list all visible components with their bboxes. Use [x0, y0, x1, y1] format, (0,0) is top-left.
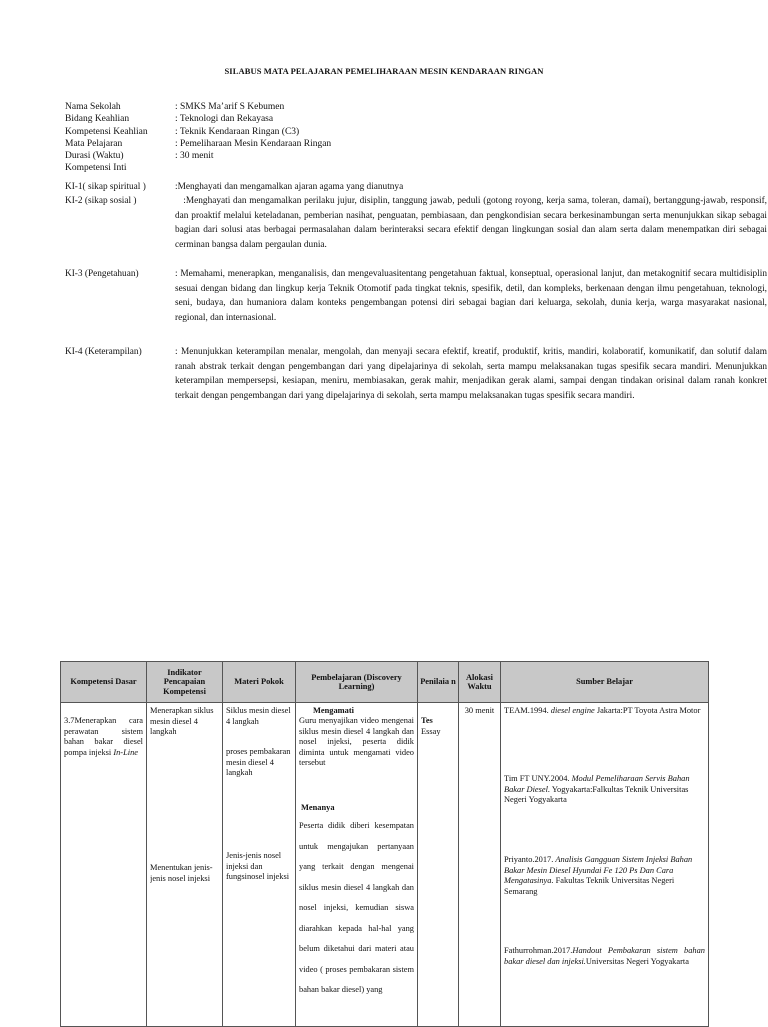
materi-item: proses pembakaran mesin diesel 4 langkah	[226, 747, 291, 778]
mengamati-heading: Mengamati	[313, 706, 354, 715]
cell-penilaian	[418, 703, 459, 1027]
cell-materi-pokok	[223, 703, 296, 1027]
ki-label: KI-2 (sikap sosial )	[65, 196, 137, 206]
header-pembelajaran: Pembelajaran (Discovery Learning)	[296, 662, 418, 703]
header-penilaian: Penilaia n	[418, 662, 459, 703]
document-title: SILABUS MATA PELAJARAN PEMELIHARAAN MESIN KENDARAAN RINGAN	[224, 66, 544, 76]
info-label: Mata Pelajaran	[65, 138, 123, 149]
cell-alokasi-waktu	[459, 703, 501, 1027]
info-row	[65, 138, 705, 150]
header-alokasi-waktu: Alokasi Waktu	[459, 662, 501, 703]
school-info	[65, 101, 705, 175]
sumber-italic: Handout Pembakaran sistem bahan bakar diesel dan injeksi.	[504, 946, 705, 966]
cell-kompetensi-dasar	[61, 703, 147, 1027]
menanya-text: Peserta didik diberi kesempatan untuk mengajukan pertanyaan yang terkait dengan mengenai siklus mesin diesel 4 langkah dan nosel injeksi, kemudian siswa diarahkan kepada hal-hal yang belum diketahui dari materi atau video ( proses pembakaran sistem bahan bakar diesel) yang	[299, 821, 414, 994]
info-label: Bidang Keahlian	[65, 114, 130, 125]
header-sumber-belajar: Sumber Belajar	[501, 662, 709, 703]
indikator-item: Menerapkan siklus mesin diesel 4 langkah	[150, 706, 214, 737]
info-value: : Teknik Kendaraan Ringan (C3)	[175, 126, 300, 137]
sumber-after: Fakultas Teknik Universitas Negeri Semarang	[504, 876, 675, 896]
header-materi-pokok: Materi Pokok	[223, 662, 296, 703]
menanya-heading: Menanya	[301, 803, 335, 812]
info-label: Nama Sekolah	[65, 102, 121, 112]
info-value: : Teknologi dan Rekayasa	[175, 114, 274, 125]
materi-item: Jenis-jenis nosel injeksi dan fungsinosel injeksi	[226, 851, 290, 882]
ki-text: :Menghayati dan mengamalkan ajaran agama yang dianutnya	[175, 182, 404, 192]
alokasi-text: 30 menit	[464, 706, 495, 715]
info-row	[65, 126, 705, 138]
ki-label: KI-3 (Pengetahuan)	[65, 269, 139, 279]
info-label: Durasi (Waktu)	[65, 151, 124, 162]
indikator-item: Menentukan jenis-jenis nosel injeksi	[150, 863, 213, 883]
sumber-italic: Modul Pemeliharaan Servis Bahan Bakar Diesel.	[504, 774, 690, 794]
penilaian-title: Tes	[421, 716, 433, 725]
info-row	[65, 113, 705, 125]
info-value: : 30 menit	[175, 151, 214, 162]
ki-text: : Menunjukkan keterampilan menalar, mengolah, dan menyaji secara efektif, kreatif, produktif, kritis, mandiri, kolaboratif, komunikatif, dan solutif dalam ranah abstrak terkait dengan pengembangan dari yang dipelajarinya di sekolah, serta mampu melaksanakan tugas spesifik secara mandiri. Menunjukkan keterampilan mempersepsi, kesiapan, meniru, membiasakan, gerak mahir, menjadikan gerak alami, sampai dengan tindakan orisinal dalam ranah konkret terkait dengan pengembangan dari yang dipelajarinya di sekolah, serta mampu melaksanakan tugas spesifik secara mandiri.	[175, 347, 767, 402]
kd-text-block	[64, 716, 143, 758]
sumber-item	[504, 774, 705, 806]
table-row	[61, 703, 709, 1027]
info-row	[65, 162, 705, 174]
info-value: : Pemeliharaan Mesin Kendaraan Ringan	[175, 138, 332, 149]
kd-text: 3.7Menerapkan cara perawatan sistem bahan bakar diesel pompa injeksi	[64, 716, 143, 757]
sumber-item	[504, 855, 705, 897]
mengamati-text: Guru menyajikan video mengenai siklus mesin diesel 4 langkah dan nosel injeksi, peserta didik diminta untuk mengamati video tersebut	[299, 716, 414, 768]
info-row	[65, 101, 705, 113]
info-row	[65, 150, 705, 162]
sumber-plain: Priyanto.2017.	[504, 855, 556, 864]
ki-text: : Memahami, menerapkan, menganalisis, dan mengevaluasitentang pengetahuan faktual, konseptual, operasional lanjut, dan metakognitif secara multidisiplin sesuai dengan bidang dan lingkup kerja Teknik Otomotif pada tingkat teknis, spesifik, detil, dan kompleks, berkenaan dengan ilmu pengetahuan, teknologi, seni, budaya, dan humaniora dalam konteks pengembangan potensi diri sebagai bagian dari keluarga, sekolah, dunia kerja, warga masyarakat nasional, regional, dan internasional.	[175, 269, 767, 324]
kd-italic: In-Line	[113, 747, 138, 757]
table-header-row	[61, 662, 709, 703]
info-value: : SMKS Ma’arif S Kebumen	[175, 102, 285, 112]
ki-text: :Menghayati dan mengamalkan perilaku jujur, disiplin, tanggung jawab, peduli (gotong royong, kerja sama, toleran, damai), bertanggung-jawab, responsif, dan proaktif melalui keteladanan, pemberian nasihat, penguatan, pembiasaan, dan pengkondisian secara berkesinambungan serta menunjukkan sikap sebagai bagian dari solusi atas berbagai permasalahan dalam berinteraksi secara efektif dengan lingkungan sosial dan alam serta dalam menempatkan diri sebagai cerminan bangsa dalam pergaulan dunia.	[175, 196, 767, 251]
materi-item: Siklus mesin diesel 4 langkah	[226, 706, 291, 726]
info-label: Kompetensi Keahlian	[65, 126, 148, 137]
ki-label: KI-4 (Keterampilan)	[65, 347, 142, 357]
sumber-plain: Tim FT UNY.2004.	[504, 774, 572, 783]
sumber-after: Universitas Negeri Yogyakarta	[585, 956, 689, 966]
sumber-italic: diesel engine	[550, 706, 595, 715]
sumber-item	[504, 946, 705, 967]
ki-label: KI-1( sikap spiritual )	[65, 182, 146, 192]
sumber-item	[504, 706, 705, 717]
penilaian-text: Essay	[421, 727, 441, 736]
info-label: Kompetensi Inti	[65, 163, 127, 174]
sumber-plain: Fathurrohman.2017.	[504, 946, 573, 955]
cell-pembelajaran	[296, 703, 418, 1027]
sumber-plain: TEAM.1994.	[504, 706, 551, 715]
cell-indikator	[147, 703, 223, 1027]
syllabus-table	[60, 661, 709, 1027]
header-kompetensi-dasar: Kompetensi Dasar	[61, 662, 147, 703]
sumber-italic: Analisis Gangguan Sistem Injeksi Bahan Bakar Mesin Diesel Hyundai Fe 120 Ps Dan Cara Mengatasinya.	[504, 855, 693, 886]
sumber-after: Jakarta:PT Toyota Astra Motor	[594, 706, 701, 715]
header-indikator: Indikator Pencapaian Kompetensi	[147, 662, 223, 703]
sumber-after: Yogyakarta:Falkultas Teknik Universitas Negeri Yogyakarta	[504, 784, 689, 805]
cell-sumber-belajar	[501, 703, 709, 1027]
